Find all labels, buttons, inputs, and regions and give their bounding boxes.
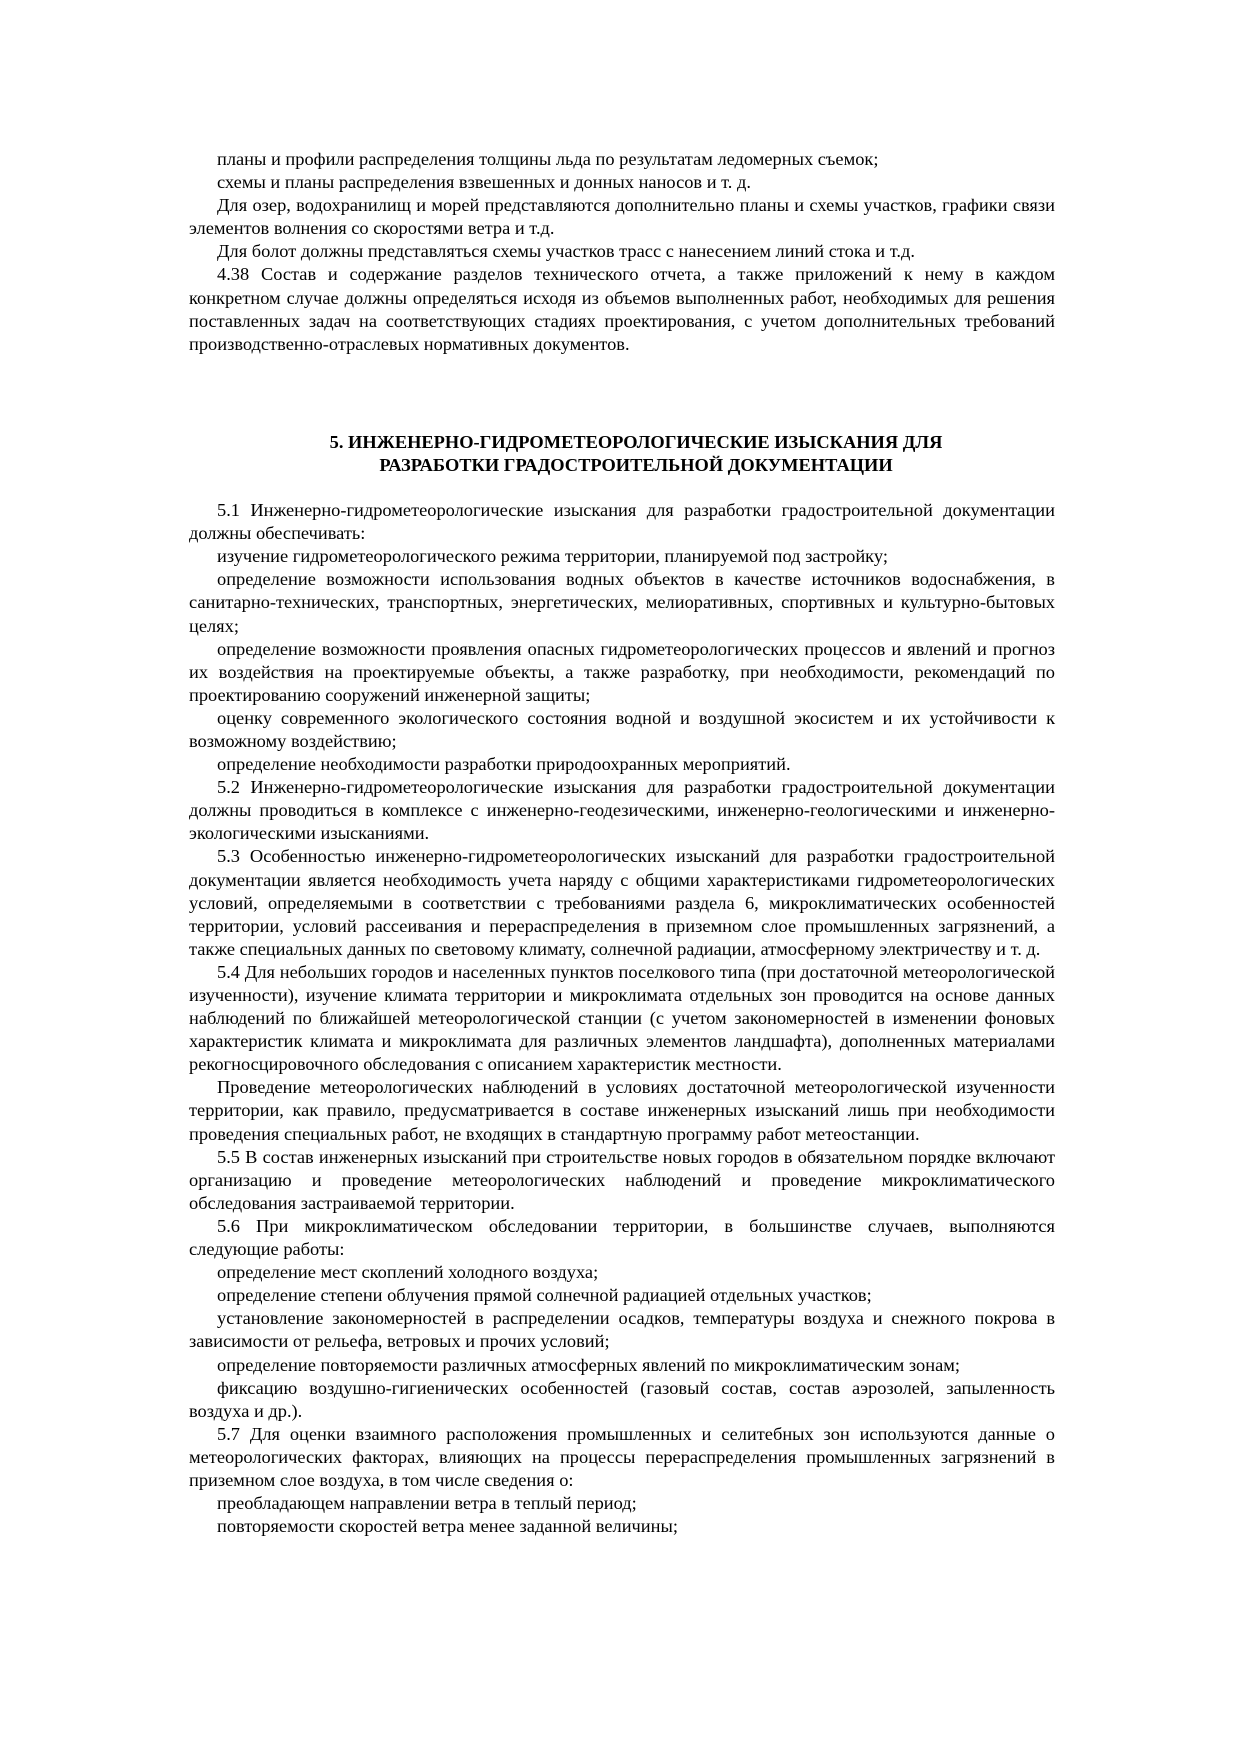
- paragraph: преобладающем направлении ветра в теплый период;: [217, 1493, 637, 1514]
- paragraph: изучение гидрометеорологического режима территории, планируемой под застройку;: [217, 546, 888, 567]
- paragraph: Для болот должны представляться схемы участков трасс с нанесением линий стока и т.д.: [217, 241, 915, 262]
- paragraph: оценку современного экологического состояния водной и воздушной экосистем и их устойчивости к возможному воздействию;: [189, 707, 1055, 751]
- paragraph: определение степени облучения прямой солнечной радиацией отдельных участков;: [217, 1285, 872, 1306]
- paragraph: 4.38 Состав и содержание разделов технического отчета, а также приложений к нему в каждом конкретном случае должны определяться исходя из объемов выполненных работ, необходимых для решения поставленных задач на соответствующих стадиях проектирования, с учетом дополнительных требований производственно-отраслевых нормативных документов.: [189, 264, 1055, 354]
- spacer: [189, 477, 1055, 499]
- paragraph: Проведение метеорологических наблюдений в условиях достаточной метеорологической изученности территории, как правило, предусматривается в составе инженерных изысканий лишь при необходимости проведения специальных работ, не входящих в стандартную программу работ метеостанции.: [189, 1077, 1055, 1144]
- paragraph: 5.6 При микроклиматическом обследовании территории, в большинстве случаев, выполняются следующие работы:: [189, 1215, 1055, 1260]
- paragraph: определение возможности использования водных объектов в качестве источников водоснабжения, в санитарно-технических, транспортных, энергетических, мелиоративных, спортивных и культурно-бытовых целях;: [189, 569, 1055, 636]
- paragraph: определение повторяемости различных атмосферных явлений по микроклиматическим зонам;: [217, 1354, 960, 1375]
- section-heading: [189, 431, 1055, 477]
- paragraph: 5.1 Инженерно-гидрометеорологические изыскания для разработки градостроительной документации должны обеспечивать:: [189, 500, 1055, 544]
- paragraph: 5.5 В состав инженерных изысканий при строительстве новых городов в обязательном порядке включают организацию и проведение метеорологических наблюдений и проведение микроклиматического обследования застраиваемой территории.: [189, 1146, 1055, 1213]
- paragraph: планы и профили распределения толщины льда по результатам ледомерных съемок;: [217, 149, 879, 169]
- paragraph: 5.4 Для небольших городов и населенных пунктов поселкового типа (при достаточной метеорологической изученности), изучение климата территории и микроклимата отдельных зон проводится на основе данных наблюдений по ближайшей метеорологической станции (с учетом закономерностей в изменении фоновых характеристик климата и микроклимата для различных элементов ландшафта), дополненных материалами рекогносцировочного обследования с описанием характеристик местности.: [189, 961, 1055, 1075]
- spacer: [189, 356, 1055, 431]
- paragraph: схемы и планы распределения взвешенных и донных наносов и т. д.: [217, 172, 751, 193]
- paragraph: повторяемости скоростей ветра менее заданной величины;: [217, 1516, 678, 1537]
- paragraph: 5.2 Инженерно-гидрометеорологические изыскания для разработки градостроительной документации должны проводиться в комплексе с инженерно-геодезическими, инженерно-геологическими и инженерно-экологическими изысканиями.: [189, 777, 1055, 844]
- paragraph: Для озер, водохранилищ и морей представляются дополнительно планы и схемы участков, графики связи элементов волнения со скоростями ветра и т.д.: [189, 195, 1055, 239]
- section-heading-line-2: РАЗРАБОТКИ ГРАДОСТРОИТЕЛЬНОЙ ДОКУМЕНТАЦИИ: [379, 454, 893, 475]
- paragraph: определение необходимости разработки природоохранных мероприятий.: [217, 754, 791, 775]
- paragraph: фиксацию воздушно-гигиенических особенностей (газовый состав, состав аэрозолей, запыленность воздуха и др.).: [189, 1377, 1055, 1421]
- paragraph: 5.7 Для оценки взаимного расположения промышленных и селитебных зон используются данные о метеорологических факторах, влияющих на процессы перераспределения промышленных загрязнений в приземном слое воздуха, в том числе сведения о:: [189, 1423, 1055, 1490]
- section-heading-line-1: 5. ИНЖЕНЕРНО-ГИДРОМЕТЕОРОЛОГИЧЕСКИЕ ИЗЫСКАНИЯ ДЛЯ: [329, 431, 943, 452]
- paragraph: 5.3 Особенностью инженерно-гидрометеорологических изысканий для разработки градостроительной документации является необходимость учета наряду с общими характеристиками гидрометеорологических условий, определяемыми в соответствии с требованиями раздела 6, микроклиматических особенностей территории, условий рассеивания и перераспределения в приземном слое промышленных загрязнений, а также специальных данных по световому климату, солнечной радиации, атмосферному электричеству и т. д.: [189, 846, 1055, 959]
- paragraph: определение мест скоплений холодного воздуха;: [217, 1262, 599, 1283]
- paragraph: определение возможности проявления опасных гидрометеорологических процессов и явлений и прогноз их воздействия на проектируемые объекты, а также разработку, при необходимости, рекомендаций по проектированию сооружений инженерной защиты;: [189, 638, 1055, 705]
- document-page: [189, 148, 1055, 1538]
- paragraph: установление закономерностей в распределении осадков, температуры воздуха и снежного покрова в зависимости от рельефа, ветровых и прочих условий;: [189, 1308, 1055, 1352]
